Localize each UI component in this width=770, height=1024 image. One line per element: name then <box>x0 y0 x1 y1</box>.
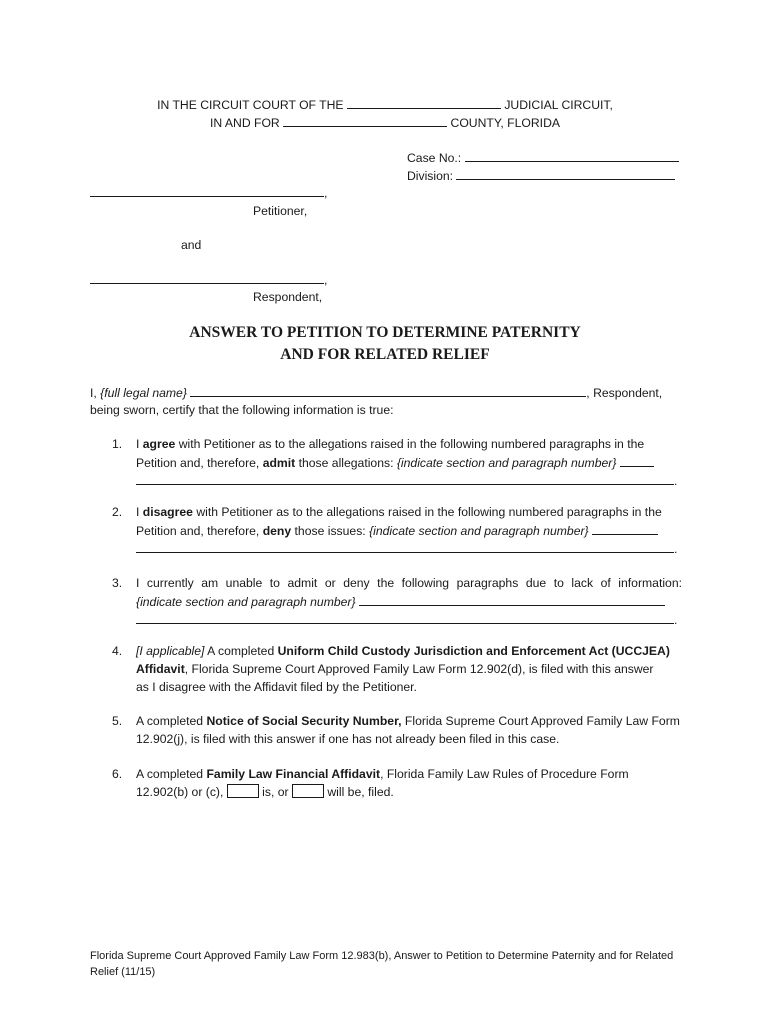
intro-line-2: being sworn, certify that the following information is true: <box>90 403 394 417</box>
answer-item-2: 2. I disagree with Petitioner as to the allegations raised in the following numbered paragraphs in the Petition and, therefore, deny those issues: {indicate section and paragraph number} . <box>112 505 678 556</box>
respondent-name-line: , <box>90 270 327 289</box>
item-1-paragraphs-field-continued[interactable] <box>136 471 674 485</box>
item-1-paragraphs-field[interactable] <box>620 453 654 467</box>
form-title-line-1: ANSWER TO PETITION TO DETERMINE PATERNITY <box>189 324 581 341</box>
item-3-paragraphs-field[interactable] <box>359 592 665 606</box>
petitioner-name-field[interactable] <box>90 183 324 197</box>
answer-item-3: 3. I currently am unable to admit or deny the following paragraphs due to lack of information: {indicate section and paragraph number} . <box>112 576 682 627</box>
answer-item-6: 6. A completed Family Law Financial Affidavit, Florida Family Law Rules of Procedure Form 12.902(b) or (c), is, or will be, filed. <box>112 767 629 799</box>
is-filed-checkbox[interactable] <box>227 784 259 798</box>
and-label: and <box>181 238 202 252</box>
petitioner-label: Petitioner, <box>253 204 308 218</box>
intro-line-1: I, {full legal name} , Respondent, <box>90 383 662 402</box>
case-number-row: Case No.: <box>407 148 679 167</box>
form-title-line-2: AND FOR RELATED RELIEF <box>280 346 490 363</box>
division-row: Division: <box>407 166 675 185</box>
respondent-name-field[interactable] <box>90 270 324 284</box>
full-legal-name-field[interactable] <box>190 383 586 397</box>
form-footer: Florida Supreme Court Approved Family Law Form 12.983(b), Answer to Petition to Determine Paternity and for Related Relief (11/15) <box>90 950 674 978</box>
answer-item-5: 5. A completed Notice of Social Security Number, Florida Supreme Court Approved Family Law Form 12.902(j), is filed with this answer if one has not already been filed in this case. <box>112 714 680 746</box>
answer-item-1: 1. I agree with Petitioner as to the allegations raised in the following numbered paragraphs in the Petition and, therefore, admit those allegations: {indicate section and paragraph number} . <box>112 437 678 488</box>
item-3-paragraphs-field-continued[interactable] <box>136 610 674 624</box>
item-2-paragraphs-field-continued[interactable] <box>136 539 674 553</box>
court-header-line-2: IN AND FOR COUNTY, FLORIDA <box>0 113 770 132</box>
answer-item-4: 4. [I applicable] A completed Uniform Child Custody Jurisdiction and Enforcement Act (UCCJEA) Affidavit, Florida Supreme Court Approved Family Law Form 12.902(d), is filed with this answer as I disagree with the Affidavit filed by the Petitioner. <box>112 644 670 694</box>
division-field[interactable] <box>456 166 675 180</box>
will-be-filed-checkbox[interactable] <box>292 784 324 798</box>
judicial-circuit-blank[interactable] <box>347 95 501 109</box>
case-number-field[interactable] <box>465 148 679 162</box>
court-header-line-1: IN THE CIRCUIT COURT OF THE JUDICIAL CIRCUIT, <box>0 95 770 114</box>
petitioner-name-line: , <box>90 183 327 202</box>
county-blank[interactable] <box>283 113 447 127</box>
item-2-paragraphs-field[interactable] <box>592 521 658 535</box>
respondent-label: Respondent, <box>253 290 323 304</box>
